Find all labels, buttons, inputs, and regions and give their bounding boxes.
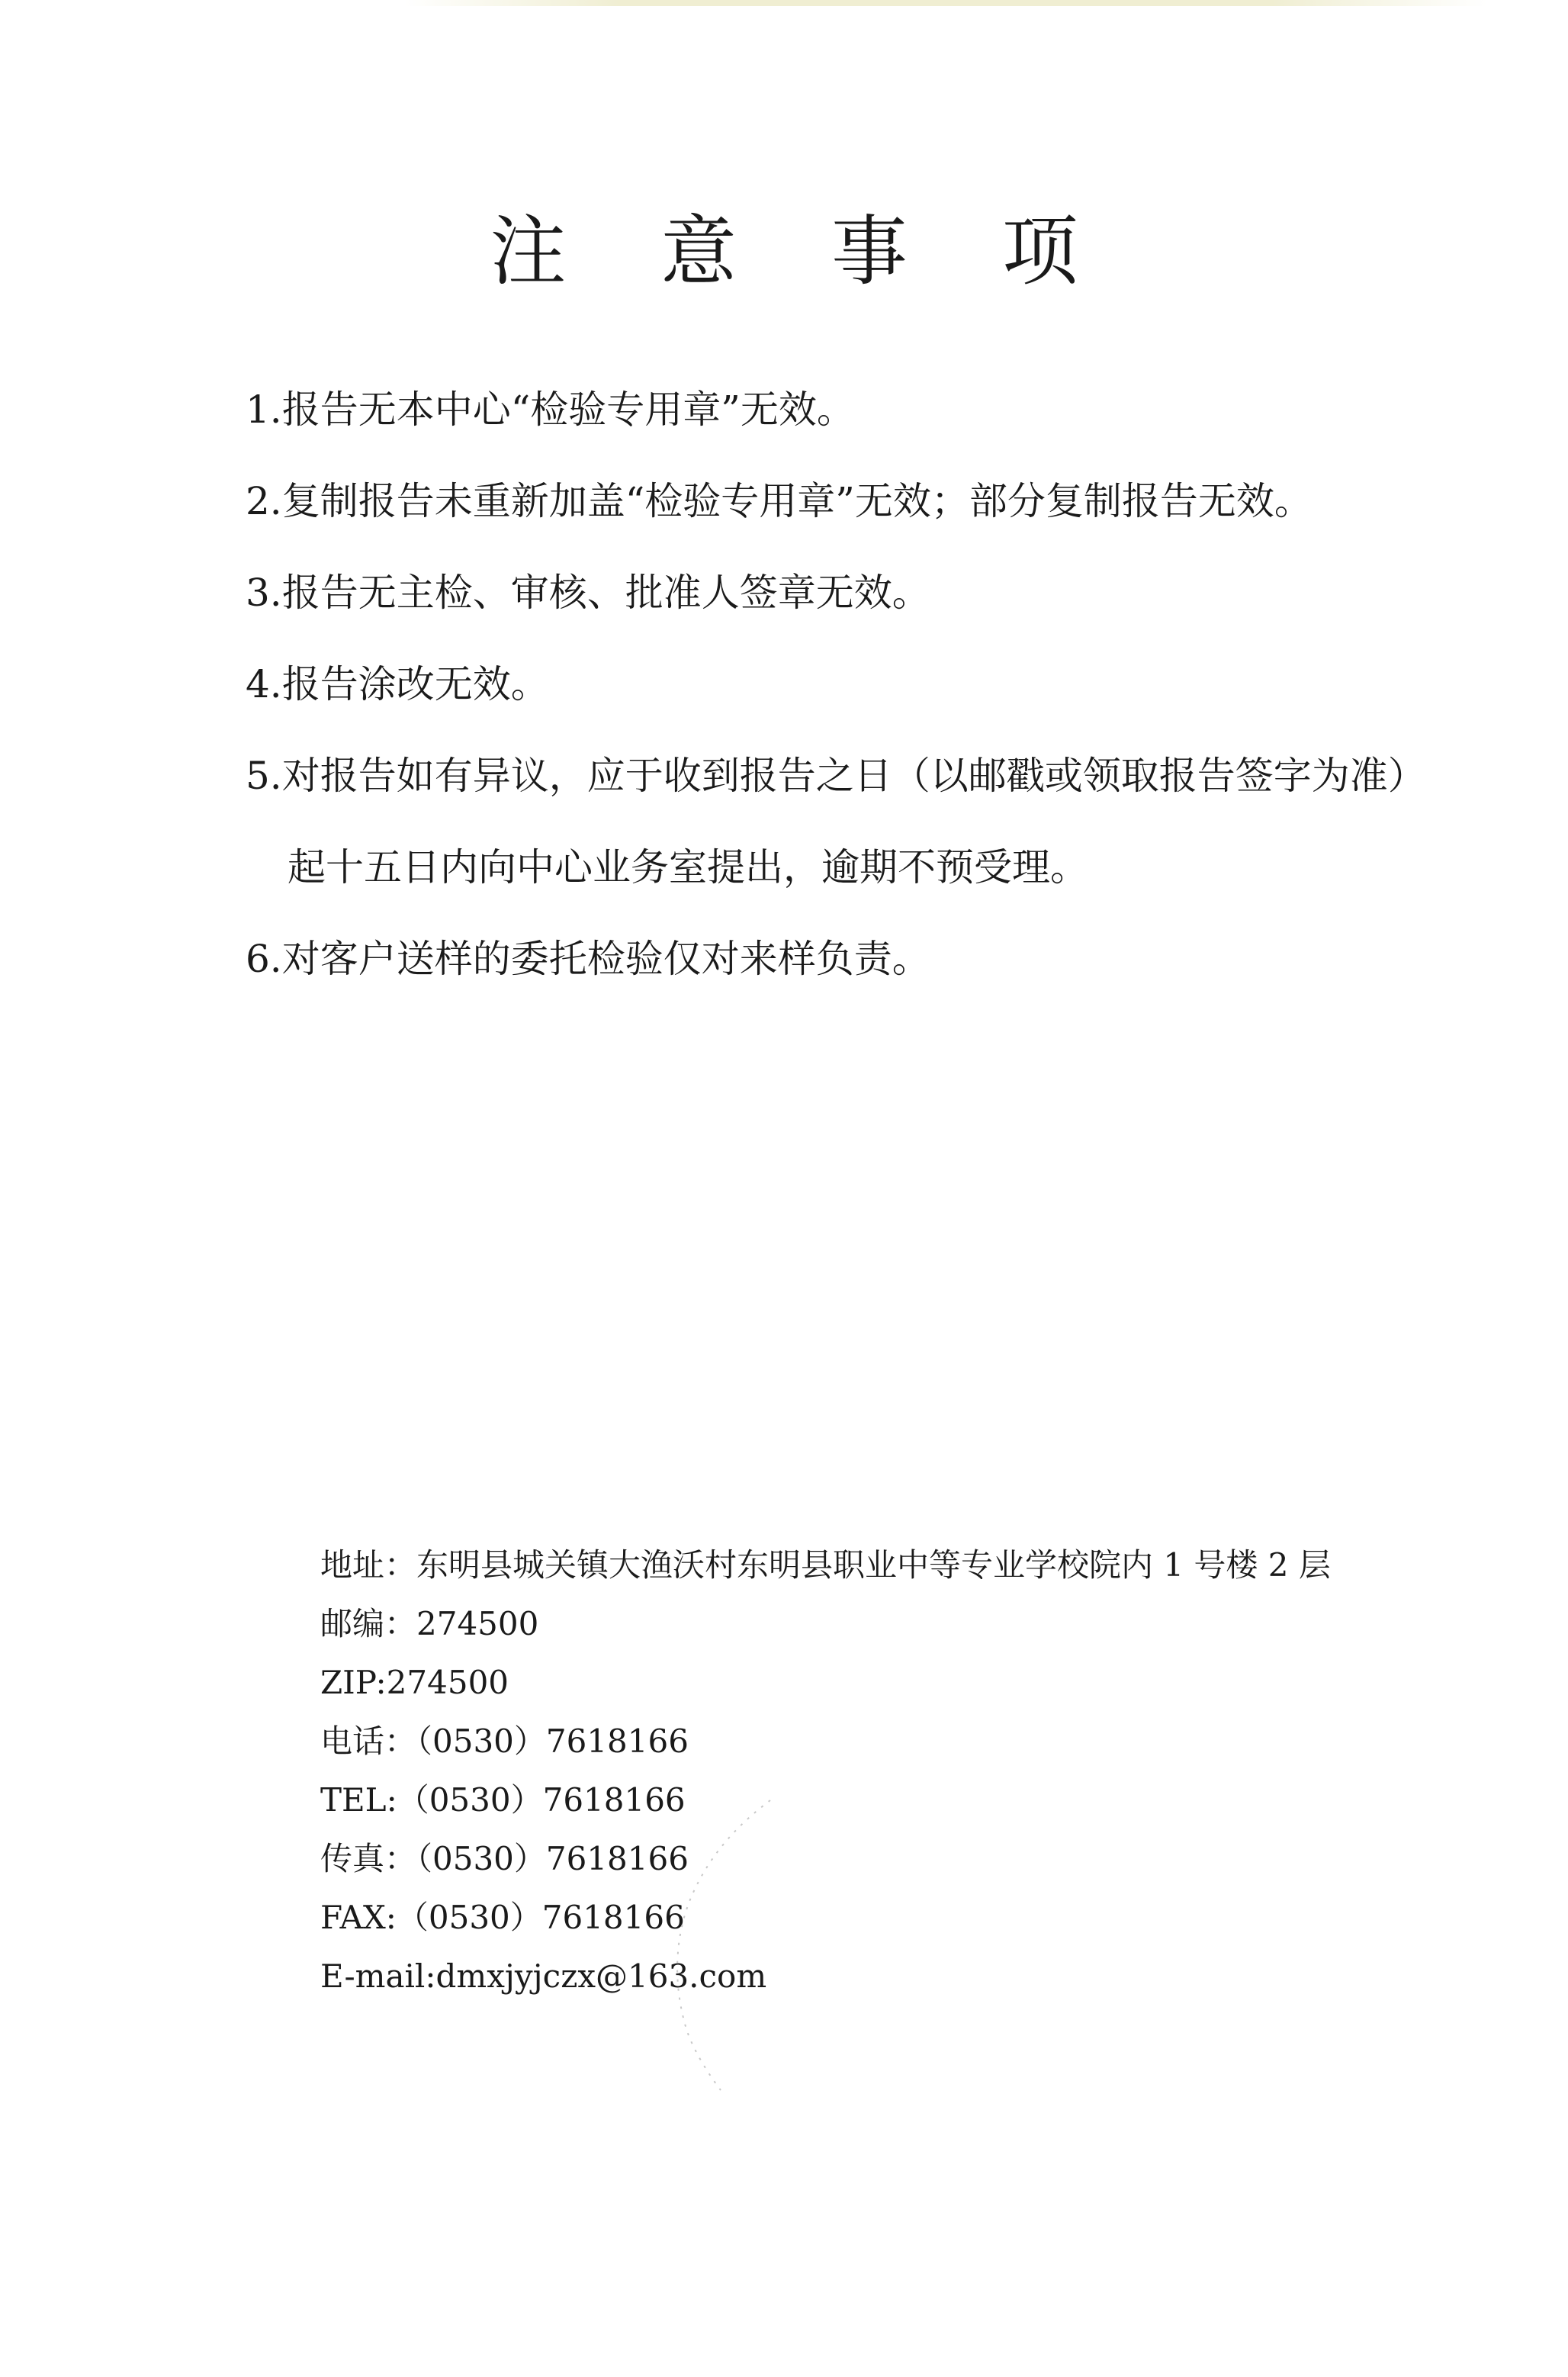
contact-tel: TEL:（0530）7618166 xyxy=(320,1781,686,1819)
contact-address: 地址：东明县城关镇大渔沃村东明县职业中等专业学校院内 1 号楼 2 层 xyxy=(320,1546,1331,1584)
notice-item-5-continuation: 起十五日内向中心业务室提出，逾期不预受理。 xyxy=(288,845,1088,889)
faint-scan-marks xyxy=(656,1785,778,2105)
contact-info xyxy=(320,1545,1495,2015)
notice-item-2: 2.复制报告未重新加盖“检验专用章”无效；部分复制报告无效。 xyxy=(246,479,1313,523)
notice-item-6: 6.对客户送样的委托检验仅对来样负责。 xyxy=(246,937,930,981)
notice-item-5: 5.对报告如有异议，应于收到报告之日（以邮戳或领取报告签字为准） xyxy=(246,754,1426,798)
contact-fax: FAX:（0530）7618166 xyxy=(320,1899,685,1936)
notice-item-4: 4.报告涂改无效。 xyxy=(246,662,549,706)
notice-item-1: 1.报告无本中心“检验专用章”无效。 xyxy=(246,388,855,432)
contact-fax-cn: 传真：（0530）7618166 xyxy=(320,1840,689,1877)
contact-zip: ZIP:274500 xyxy=(320,1664,509,1701)
scan-edge-tint xyxy=(404,0,1487,6)
page-title: 注 意 事 项 xyxy=(490,207,1113,296)
notice-list xyxy=(246,385,1496,1026)
contact-postcode: 邮编：274500 xyxy=(320,1605,539,1642)
contact-email: E-mail:dmxjyjczx@163.com xyxy=(320,1957,767,1995)
contact-phone: 电话：（0530）7618166 xyxy=(320,1722,689,1760)
notice-item-3: 3.报告无主检、审核、批准人签章无效。 xyxy=(246,571,930,615)
